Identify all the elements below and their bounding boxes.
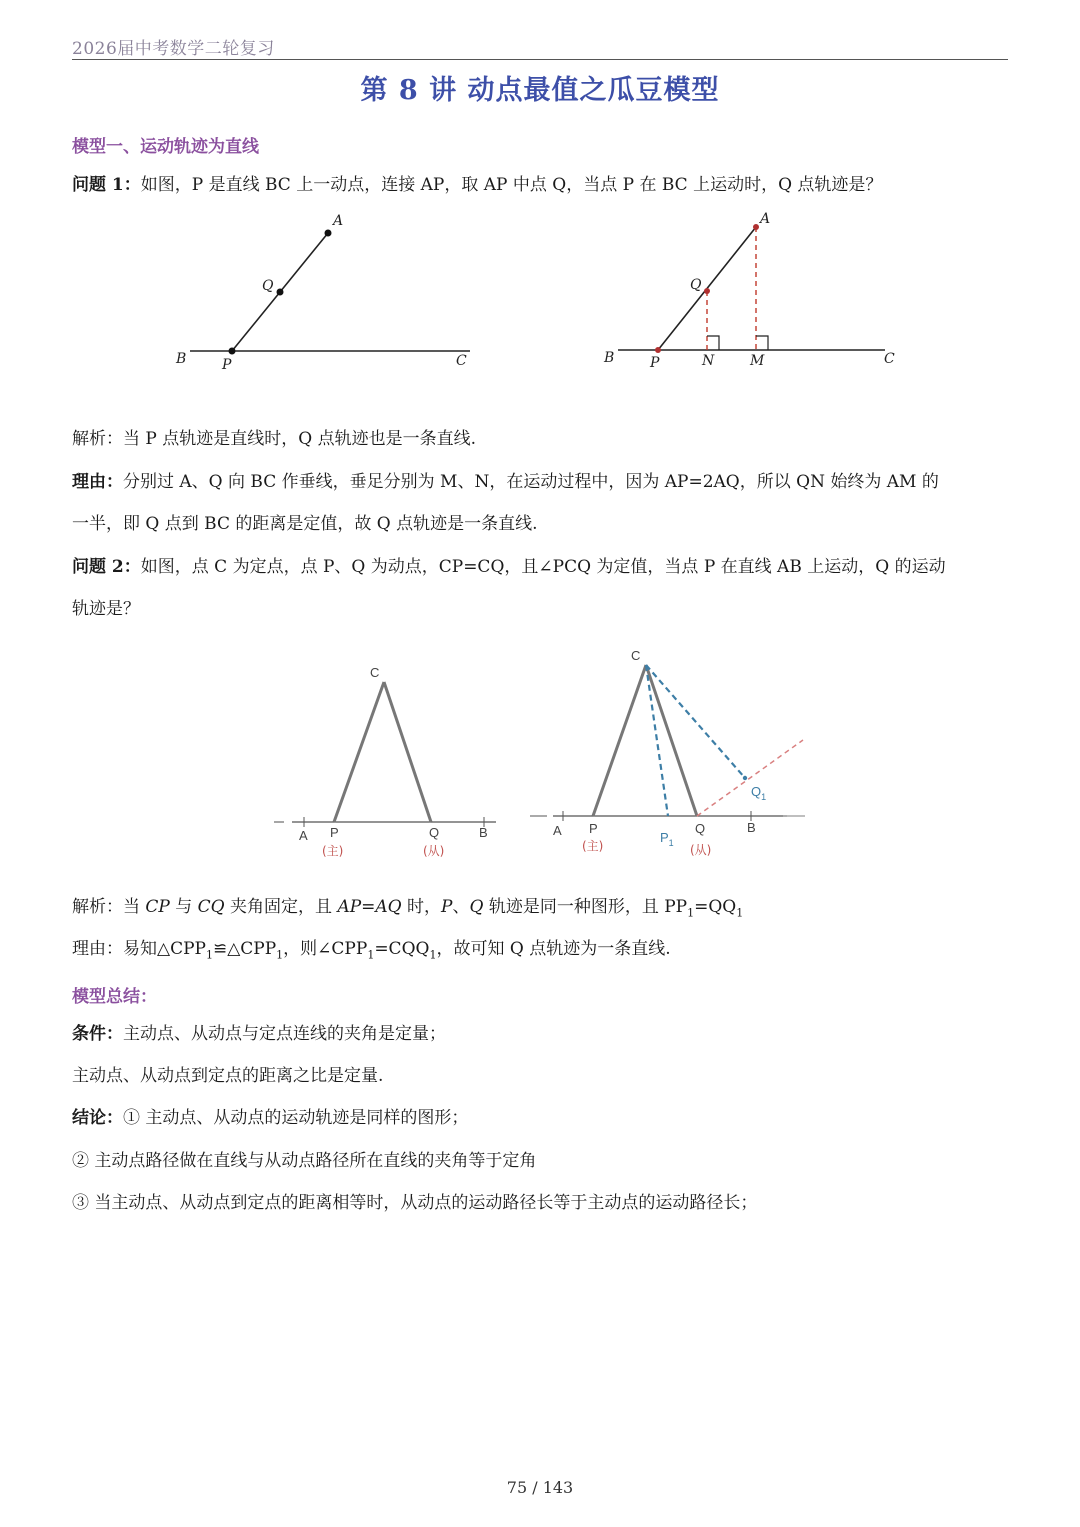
running-header: 2026届中考数学二轮复习	[72, 39, 275, 59]
label-a: A	[299, 828, 308, 843]
question2-text1: 如图，点 C 为定点，点 P、Q 为动点，CP=CQ，且∠PCQ 为定值，当点 P 在直线 AB 上运动，Q 的运动	[140, 557, 946, 577]
label-a: A	[553, 823, 562, 838]
segment-cp	[334, 682, 384, 822]
analysis2-cp: CP	[145, 897, 170, 917]
condition-label: 条件：	[72, 1024, 123, 1044]
reason2-s4: 1	[429, 948, 437, 962]
reason1-text1: 分别过 A、Q 向 BC 作垂线，垂足分别为 M、N，在运动过程中，因为 AP=2AQ，所以 QN 始终为 AM 的	[123, 472, 939, 492]
question2-line1	[72, 546, 1008, 588]
segment-cp1	[646, 665, 668, 816]
figure1-diagram	[170, 205, 480, 380]
question1-text: 如图，P 是直线 BC 上一动点，连接 AP，取 AP 中点 Q，当点 P 在 BC 上运动时，Q 点轨迹是？	[140, 175, 883, 195]
analysis2-mid2: 夹角固定，且	[224, 897, 338, 917]
label-p: P	[589, 821, 598, 836]
point-p	[229, 348, 236, 355]
condition-text1: 主动点、从动点与定点连线的夹角是定量；	[123, 1024, 446, 1044]
label-m: M	[750, 353, 765, 369]
label-q: Q	[262, 278, 274, 294]
label-n: N	[702, 353, 715, 369]
label-main: (主)	[582, 839, 604, 853]
figure4-diagram	[525, 640, 815, 870]
locus-of-q	[697, 740, 803, 816]
conclusion-text1: ① 主动点、从动点的运动轨迹是同样的图形；	[123, 1108, 469, 1128]
question1	[72, 164, 1008, 206]
reason1-line2: 一半，即 Q 点到 BC 的距离是定值，故 Q 点轨迹是一条直线.	[72, 514, 538, 534]
conclusion-line1	[72, 1097, 1008, 1139]
label-q1: $Q_1$	[751, 784, 767, 802]
point-p	[655, 347, 661, 353]
question2-line2: 轨迹是？	[72, 599, 140, 619]
condition-line1	[72, 1013, 1008, 1055]
label-follow: (从)	[423, 844, 445, 858]
reason2-t5: ，故可知 Q 点轨迹为一条直线.	[436, 939, 671, 959]
reason2-t4: =CQQ	[374, 939, 430, 959]
segment-cq1	[646, 665, 745, 778]
point-a	[753, 224, 759, 230]
segment-cp	[593, 665, 646, 816]
label-a: A	[760, 211, 771, 227]
label-a: A	[333, 213, 344, 229]
analysis2-mid1: 与	[169, 897, 198, 917]
figure3-diagram	[270, 655, 510, 870]
reason2-s3: 1	[367, 948, 375, 962]
question1-label: 问题 1：	[72, 175, 141, 195]
label-q: Q	[690, 277, 702, 293]
reason2-s1: 1	[205, 948, 213, 962]
label-p: P	[650, 355, 660, 371]
analysis2-sep: 、	[452, 897, 470, 917]
conclusion-line3: ③ 当主动点、从动点到定点的距离相等时，从动点的运动路径长等于主动点的运动路径长；	[72, 1193, 758, 1213]
page-number: 75 / 143	[506, 1478, 574, 1497]
analysis2-mid3: 时，	[401, 897, 442, 917]
reason2	[72, 928, 1008, 976]
point-a	[325, 230, 332, 237]
label-p1: $P_1$	[660, 830, 674, 848]
reason2-t1: 理由：易知△CPP	[72, 939, 206, 959]
conclusion-line2: ② 主动点路径做在直线与从动点路径所在直线的夹角等于定角	[72, 1151, 537, 1171]
lecture-title: 第 8 讲 动点最值之瓜豆模型	[360, 75, 720, 106]
analysis2-end: 轨迹是同一种图形，且 PP	[483, 897, 688, 917]
analysis2-ap-aq: AP=AQ	[337, 897, 402, 917]
segment-cq	[384, 682, 431, 822]
conclusion-label: 结论：	[72, 1108, 123, 1128]
analysis2-cq: CQ	[197, 897, 225, 917]
reason2-s2: 1	[276, 948, 284, 962]
right-angle-m	[756, 336, 768, 350]
reason1-line1	[72, 461, 1008, 503]
label-b: B	[479, 825, 488, 840]
label-b: B	[176, 351, 187, 367]
condition-line2: 主动点、从动点到定点的距离之比是定量.	[72, 1066, 384, 1086]
question2-label: 问题 2：	[72, 557, 141, 577]
segment-cq	[646, 665, 697, 816]
label-b: B	[747, 820, 756, 835]
section-heading-model1: 模型一、运动轨迹为直线	[72, 137, 259, 157]
label-c: C	[884, 351, 895, 367]
analysis2-sub1: 1	[687, 906, 695, 920]
point-q1	[743, 776, 747, 780]
figure2-diagram	[600, 205, 910, 380]
label-c: C	[631, 648, 641, 663]
label-p: P	[330, 825, 339, 840]
reason1-label: 理由：	[72, 472, 123, 492]
point-q	[704, 288, 710, 294]
right-angle-n	[707, 336, 719, 350]
analysis1: 解析：当 P 点轨迹是直线时，Q 点轨迹也是一条直线.	[72, 429, 476, 449]
analysis2-sub2: 1	[736, 906, 744, 920]
header-divider	[72, 59, 1008, 60]
analysis2-eq: =QQ	[694, 897, 737, 917]
reason2-t2: ≌△CPP	[212, 939, 277, 959]
summary-heading: 模型总结：	[72, 987, 157, 1007]
analysis2-q: Q	[469, 897, 484, 917]
label-q: Q	[429, 825, 440, 840]
label-p: P	[222, 357, 232, 373]
point-q	[277, 289, 284, 296]
reason2-t3: ，则∠CPP	[283, 939, 368, 959]
label-follow: (从)	[690, 843, 712, 857]
label-b: B	[604, 350, 615, 366]
label-q: Q	[695, 821, 706, 836]
analysis2-prefix: 解析：当	[72, 897, 146, 917]
label-c: C	[370, 665, 380, 680]
analysis2-p: P	[441, 897, 453, 917]
label-c: C	[456, 353, 467, 369]
label-main: (主)	[322, 844, 344, 858]
